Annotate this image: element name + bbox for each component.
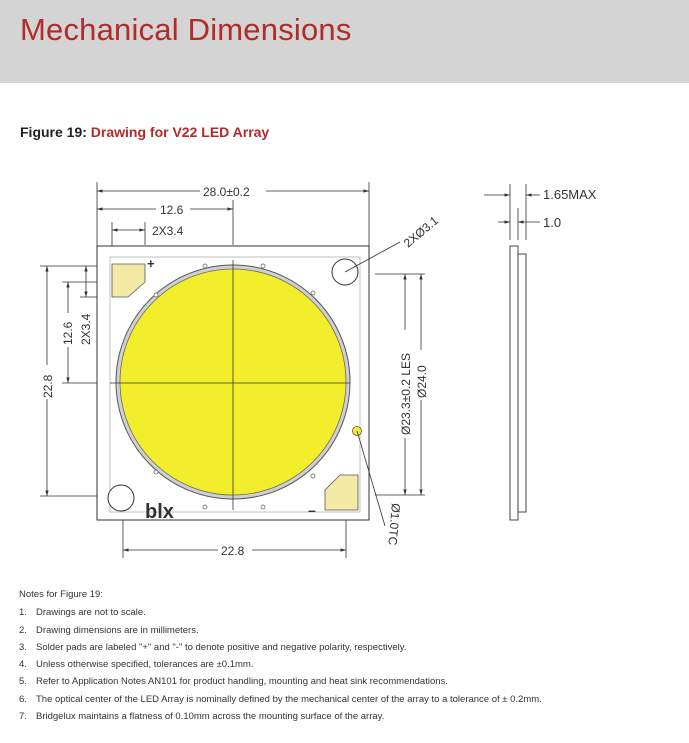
dim-fiducial: Ø1.0TC <box>385 502 403 546</box>
dim-pad-y-size: 2X3.4 <box>79 313 93 345</box>
bridgelux-logo: blx <box>145 501 174 523</box>
dim-hole-dia: 2XØ3.1 <box>400 213 442 251</box>
notes-list <box>19 604 542 725</box>
dim-les: Ø23.3±0.2 LES <box>399 353 413 435</box>
list-item: 4. Unless otherwise specified, tolerances are ±0.1mm. <box>19 659 254 671</box>
figure-label: Figure 19: <box>20 124 87 140</box>
list-item: 6. The optical center of the LED Array is nominally defined by the mechanical center of the array to a tolerance of ± 0.2mm. <box>19 693 542 705</box>
dim-pad-y-offset: 12.6 <box>61 321 75 345</box>
header-banner <box>0 0 689 83</box>
dim-thickness-max: 1.65MAX <box>543 187 597 202</box>
dim-hole-offset: 12.6 <box>160 203 184 217</box>
minus-label: – <box>308 502 316 518</box>
dim-pad-width: 2X3.4 <box>152 224 184 238</box>
list-item: 2. Drawing dimensions are in millimeters. <box>19 624 199 636</box>
dim-bottom-width: 22.8 <box>221 544 245 558</box>
plus-label: + <box>147 256 155 271</box>
list-item: 7. Bridgelux maintains a flatness of 0.10mm across the mounting surface of the array. <box>19 711 385 723</box>
notes-heading: Notes for Figure 19: <box>19 589 103 600</box>
list-item: 5. Refer to Application Notes AN101 for product handling, mounting and heat sink recommendations. <box>19 676 448 688</box>
dim-height-left: 22.8 <box>41 374 55 398</box>
page-title: Mechanical Dimensions <box>20 12 352 47</box>
figure-notes <box>19 586 542 725</box>
list-item: 1. Drawings are not to scale. <box>19 607 146 619</box>
list-item: 3. Solder pads are labeled "+" and "-" to denote positive and negative polarity, respectively. <box>19 641 407 653</box>
dim-thickness: 1.0 <box>543 215 562 230</box>
dim-outer-dia: Ø24.0 <box>415 365 429 398</box>
mechanical-drawing <box>0 170 689 580</box>
figure-caption <box>20 124 269 140</box>
dim-width-overall: 28.0±0.2 <box>203 185 250 199</box>
figure-title: Drawing for V22 LED Array <box>90 124 270 140</box>
